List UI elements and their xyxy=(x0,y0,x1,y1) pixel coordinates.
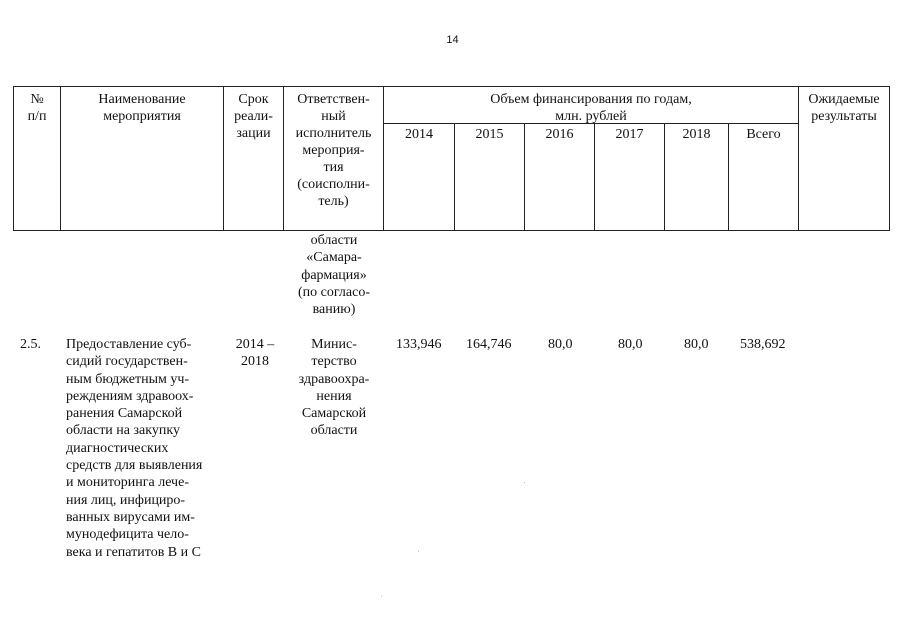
row-term: 2014 – 2018 xyxy=(235,337,275,370)
row-value-2017: 80,0 xyxy=(618,337,643,352)
header-financing: Объем финансирования по годам, млн. рублей xyxy=(490,92,692,124)
header-year-2017: 2017 xyxy=(615,127,644,142)
header-year-2016: 2016 xyxy=(545,127,574,142)
row-responsible: Минис- терство здравоохра- нения Самарской области xyxy=(298,337,370,439)
row-value-2015: 164,746 xyxy=(466,337,512,352)
row-number: 2.5. xyxy=(20,337,41,352)
row-value-2018: 80,0 xyxy=(684,337,709,352)
row-value-2014: 133,946 xyxy=(396,337,442,352)
table-header xyxy=(13,86,890,231)
row-activity-name: Предоставление суб- сидий государствен- ным бюджетным уч- реждениям здравоох- ранения Самарской области на закупку диагностических средств для выявления и мониторинга лече- ния лиц, инфициро- ванных вирусами им- мунодефицита чело- века и гепатитов В и С xyxy=(66,337,203,560)
page-number: 14 xyxy=(446,34,459,46)
continued-responsible: области «Самара- фармация» (по согласо- ванию) xyxy=(298,233,370,318)
header-responsible: Ответствен- ный исполнитель мероприя- тия (соисполни- тель) xyxy=(295,92,372,209)
scan-speck xyxy=(381,596,382,597)
table-border-right xyxy=(889,87,890,230)
header-total: Всего xyxy=(746,127,781,142)
scan-speck xyxy=(418,551,419,552)
header-activity-name: Наименование мероприятия xyxy=(98,92,186,124)
header-term: Срок реали- зации xyxy=(234,92,273,141)
row-value-total: 538,692 xyxy=(740,337,786,352)
header-number: № п/п xyxy=(27,92,47,124)
header-year-2018: 2018 xyxy=(682,127,711,142)
scan-speck xyxy=(524,482,525,483)
row-value-2016: 80,0 xyxy=(548,337,573,352)
header-year-2014: 2014 xyxy=(405,127,433,142)
header-expected-results: Ожидаемые результаты xyxy=(808,92,880,124)
header-year-2015: 2015 xyxy=(475,127,504,142)
